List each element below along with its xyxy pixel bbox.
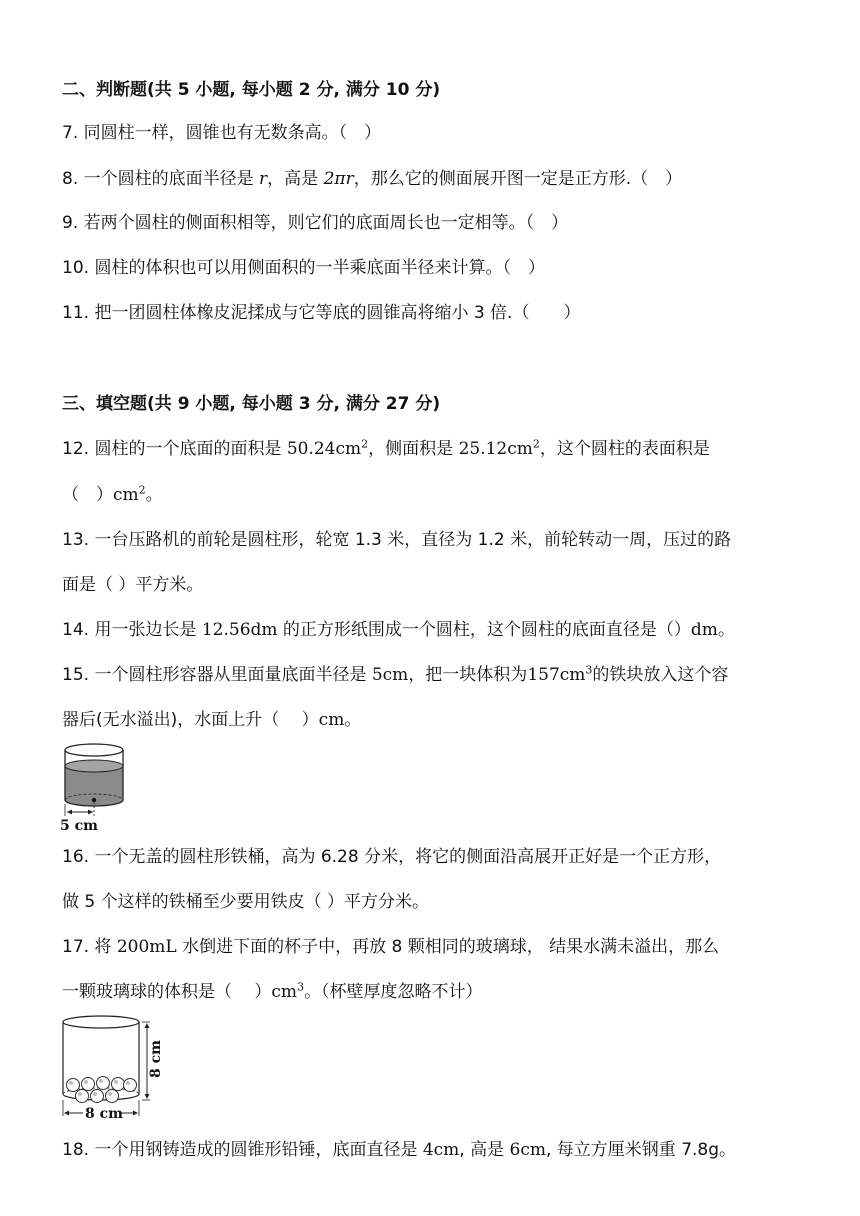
question-13-line-2: 面是（ ）平方米。 bbox=[62, 575, 204, 595]
q8-height-expression: 2πr bbox=[323, 169, 354, 189]
q17-water-volume: 200mL bbox=[116, 937, 177, 957]
q15-volume: 157cm bbox=[527, 665, 586, 685]
question-11: 11. 把一团圆柱体橡皮泥揉成与它等底的圆锥高将缩小 3 倍.（ ） bbox=[62, 303, 581, 323]
q17-text-c: 水倒进下面的杯子中，再放 8 颗相同的玻璃球， 结果水满未溢出，那么 bbox=[176, 937, 720, 957]
q18-height: 6cm bbox=[509, 1140, 546, 1160]
q15-volume-sup: 3 bbox=[585, 663, 593, 677]
q12-unit: cm bbox=[113, 485, 139, 505]
q18-text-a: 18. 一个用钢铸造成的圆锥形铅锤，底面直径是 bbox=[62, 1140, 423, 1160]
q8-text-b: ，高是 bbox=[267, 169, 324, 189]
q12-sup-1: 2 bbox=[361, 437, 369, 451]
q17-unit-sup: 3 bbox=[297, 980, 305, 994]
q14-unit: dm bbox=[690, 620, 718, 640]
q12-base-area: 50.24cm bbox=[286, 439, 362, 459]
q15-text-e: 的铁块放入这个容 bbox=[592, 665, 729, 685]
q14-text-a: 14. 用一张边长是 bbox=[62, 620, 202, 640]
q12-end: 。 bbox=[145, 485, 163, 505]
question-15-line-2 bbox=[62, 708, 361, 732]
q12-text-e: ，这个圆柱的表面积是 bbox=[539, 439, 710, 459]
q14-text-c: 的正方形纸围成一个圆柱，这个圆柱的底面直径是（） bbox=[277, 620, 691, 640]
q8-text-a: 8. 一个圆柱的底面半径是 bbox=[62, 169, 260, 189]
question-16-line-1: 16. 一个无盖的圆柱形铁桶，高为 6.28 分米，将它的侧面沿高展开正好是一个正方形， bbox=[62, 847, 722, 867]
q8-text-d: ，那么它的侧面展开图一定是正方形.（ ） bbox=[353, 169, 683, 189]
question-10: 10. 圆柱的体积也可以用侧面积的一半乘底面半径来计算。（ ） bbox=[62, 258, 545, 278]
q17-text-2c: 。（杯壁厚度忽略不计） bbox=[304, 982, 483, 1002]
section-2-heading: 二、判断题(共 5 小题, 每小题 2 分, 满分 10 分) bbox=[62, 80, 441, 100]
q12-text-c: ，侧面积是 bbox=[368, 439, 459, 459]
question-15-line-1 bbox=[62, 663, 728, 687]
q15-text-2a: 器后(无水溢出)，水面上升（ ） bbox=[62, 710, 319, 730]
fig1-radius-label: 5 cm bbox=[60, 818, 98, 834]
cup-with-balls-figure bbox=[56, 1012, 176, 1124]
fig2-width-label: 8 cm bbox=[85, 1106, 123, 1122]
cylinder-container-figure bbox=[56, 738, 136, 836]
q12-text-a: 12. 圆柱的一个底面的面积是 bbox=[62, 439, 287, 459]
question-14 bbox=[62, 618, 735, 642]
q18-text-c: , 高是 bbox=[459, 1140, 510, 1160]
question-17-line-1 bbox=[62, 935, 719, 959]
question-13-line-1: 13. 一台压路机的前轮是圆柱形，轮宽 1.3 米，直径为 1.2 米，前轮转动一周，压过的路 bbox=[62, 530, 732, 550]
question-12-answer-line bbox=[62, 483, 163, 507]
section-3-heading: 三、填空题(共 9 小题, 每小题 3 分, 满分 27 分) bbox=[62, 394, 441, 414]
question-12 bbox=[62, 437, 710, 461]
q12-sup-2: 2 bbox=[532, 437, 540, 451]
question-7: 7. 同圆柱一样，圆锥也有无数条高。（ ） bbox=[62, 123, 382, 143]
q17-unit: cm bbox=[271, 982, 298, 1002]
q12-blank: （ ） bbox=[62, 485, 113, 505]
q17-text-a: 17. 将 bbox=[62, 937, 117, 957]
fig2-height-label: 8 cm bbox=[148, 1040, 164, 1078]
q15-unit: cm bbox=[318, 710, 345, 730]
q12-lateral-area: 25.12cm bbox=[458, 439, 533, 459]
question-9: 9. 若两个圆柱的侧面积相等，则它们的底面周长也一定相等。（ ） bbox=[62, 213, 569, 233]
q15-radius: 5cm bbox=[371, 665, 409, 685]
q14-side-length: 12.56dm bbox=[201, 620, 278, 640]
q18-diameter: 4cm bbox=[422, 1140, 460, 1160]
q15-text-2c: 。 bbox=[344, 710, 362, 730]
q14-text-e: 。 bbox=[717, 620, 735, 640]
question-17-line-2 bbox=[62, 980, 483, 1004]
q15-text-c: ，把一块体积为 bbox=[408, 665, 528, 685]
question-18 bbox=[62, 1138, 736, 1162]
q18-text-e: , 每立方厘米钢重 7.8g。 bbox=[546, 1140, 737, 1160]
q15-text-a: 15. 一个圆柱形容器从里面量底面半径是 bbox=[62, 665, 372, 685]
q12-unit-sup: 2 bbox=[138, 483, 146, 497]
question-16-line-2: 做 5 个这样的铁桶至少要用铁皮（ ）平方分米。 bbox=[62, 892, 430, 912]
q17-text-2a: 一颗玻璃球的体积是（ ） bbox=[62, 982, 272, 1002]
question-8 bbox=[62, 167, 682, 191]
q8-radius-symbol: r bbox=[259, 169, 268, 189]
